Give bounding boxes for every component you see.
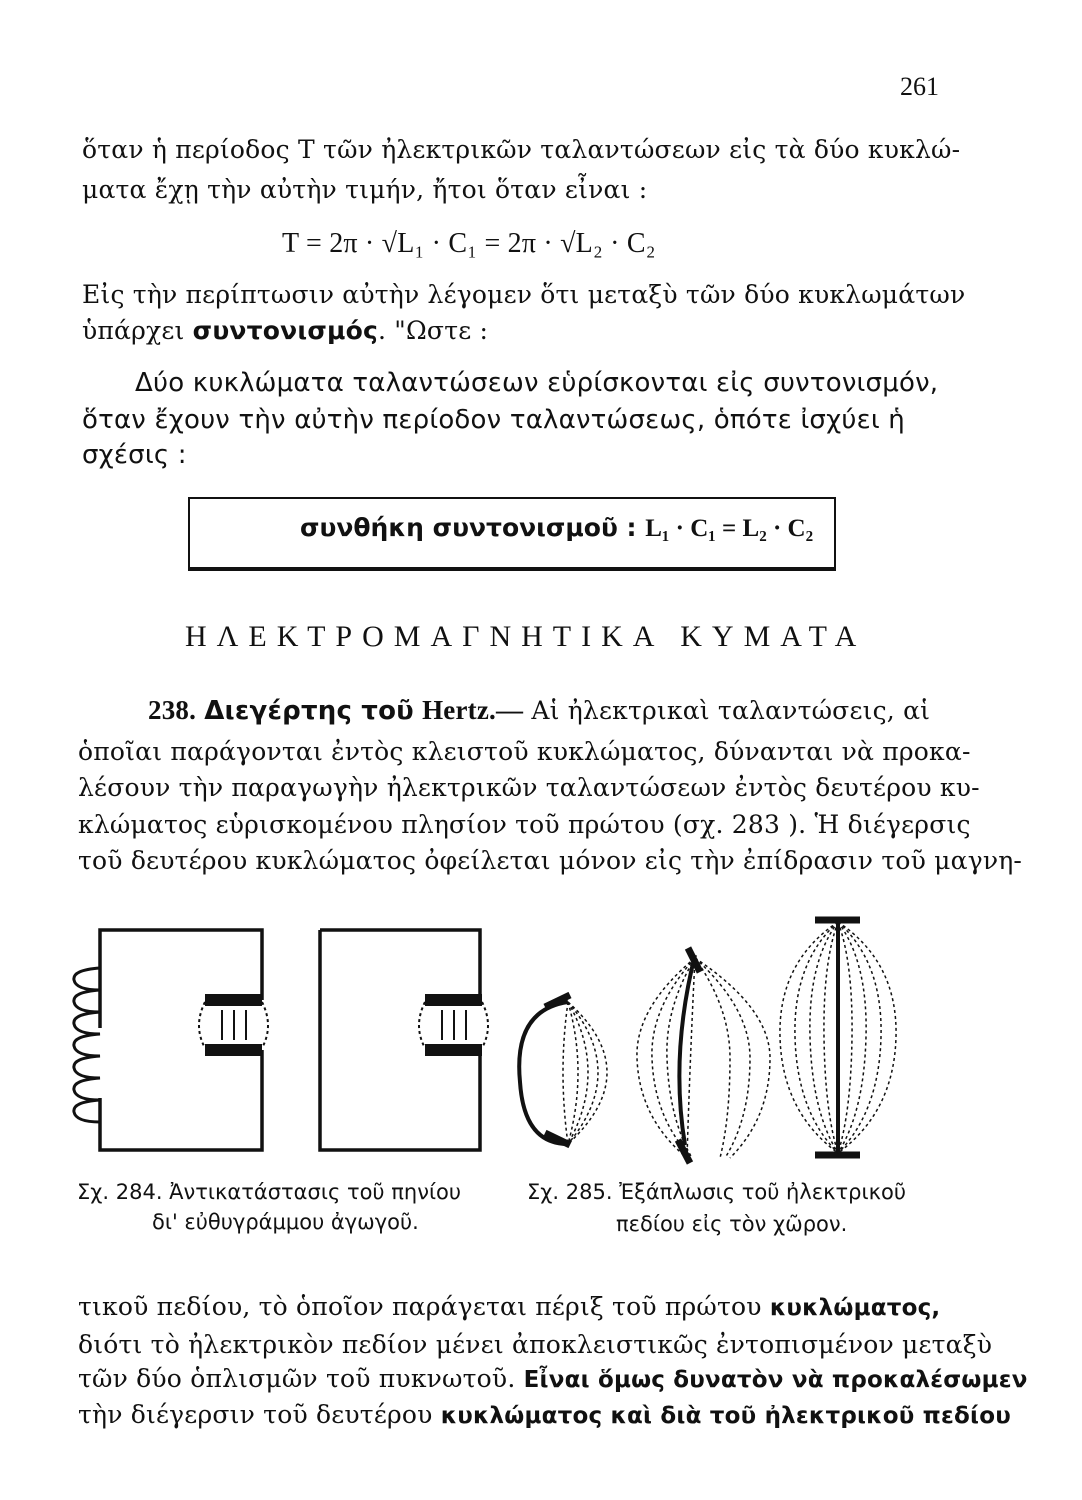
continuation-line-2: διότι τὸ ἠλεκτρικὸν πεδίον μένει ἀποκλειστικῶς ἐντοπισμένον μεταξὺ: [78, 1330, 993, 1359]
section-line-2: ὁποῖαι παράγονται ἐντὸς κλειστοῦ κυκλώματος, δύνανται νὰ προκα-: [78, 737, 971, 766]
figure-284-caption-1: Σχ. 284. Ἀντικατάστασις τοῦ πηνίου: [77, 1180, 462, 1204]
period-formula: Τ = 2π · √L₁ · C₁ = 2π · √L₂ · C₂: [282, 228, 656, 259]
intro-line-2: ματα ἔχῃ τὴν αὐτὴν τιμήν, ἤτοι ὅταν εἶναι :: [82, 175, 648, 204]
continuation-line-1: [78, 1292, 940, 1321]
section-line-3: λέσουν τὴν παραγωγὴν ἠλεκτρικῶν ταλαντώσεων ἐντὸς δευτέρου κυ-: [78, 773, 980, 802]
section-title-latin: Hertz.—: [422, 695, 524, 725]
field-diagram-medium: [637, 948, 770, 1163]
condition-equation: L₁ · C₁ = L₂ · C₂: [645, 515, 814, 542]
capacitor-left: [199, 1000, 268, 1050]
intro-after-line-1: Εἰς τὴν περίπτωσιν αὐτὴν λέγομεν ὅτι μεταξὺ τῶν δύο κυκλωμάτων: [82, 280, 966, 309]
intro-after-prefix: ὑπάρχει: [82, 316, 185, 345]
continuation-3-bold: Εἶναι ὅμως δυνατὸν νὰ προκαλέσωμεν: [523, 1367, 1028, 1393]
continuation-1-prefix: τικοῦ πεδίου, τὸ ὁποῖον παράγεται πέριξ τοῦ πρώτου: [78, 1292, 762, 1321]
figure-284-caption-2: δι' εὐθυγράμμου ἀγωγοῦ.: [152, 1210, 419, 1234]
page-number: 261: [900, 72, 939, 101]
section-number: 238.: [148, 695, 197, 725]
intro-text-1: ὅταν ἡ περίοδος Τ τῶν ἠλεκτρικῶν ταλαντώσεων εἰς τὰ δύο κυκλώ-: [82, 135, 961, 164]
field-diagram-small: [519, 995, 607, 1145]
section-title-greek: Διεγέρτης τοῦ: [204, 696, 414, 726]
continuation-line-4: [78, 1400, 1011, 1429]
section-heading: ΗΛΕΚΤΡΟΜΑΓΝΗΤΙΚΑ ΚΥΜΑΤΑ: [185, 620, 867, 653]
continuation-4-prefix: τὴν διέγερσιν τοῦ δευτέρου: [78, 1400, 433, 1429]
figure-285-caption-1: Σχ. 285. Ἐξάπλωσις τοῦ ἠλεκτρικοῦ: [527, 1180, 906, 1204]
intro-after-suffix: . "Ωστε :: [378, 316, 489, 345]
continuation-line-3: [78, 1364, 1028, 1393]
coil-icon: [74, 968, 100, 1122]
definition-line-3: σχέσις :: [82, 440, 187, 470]
resonance-term: συντονισμός: [192, 316, 379, 345]
figure-285-caption-2: πεδίου εἰς τὸν χῶρον.: [616, 1212, 848, 1236]
field-diagram-large: [780, 920, 896, 1155]
capacitor-right: [419, 1000, 488, 1050]
section-line-5: τοῦ δευτέρου κυκλώματος ὀφείλεται μόνον εἰς τὴν ἐπίδρασιν τοῦ μαγνη-: [78, 846, 1023, 875]
continuation-1-bold: κυκλώματος,: [769, 1295, 941, 1321]
straight-circuit: [320, 930, 480, 1150]
section-line-4: κλώματος εὑρισκομένου πλησίον τοῦ πρώτου (σχ. 283 ). Ἡ διέγερσις: [78, 810, 971, 839]
condition-label: συνθήκη συντονισμοῦ :: [300, 513, 637, 542]
continuation-4-bold: κυκλώματος καὶ διὰ τοῦ ἠλεκτρικοῦ πεδίου: [440, 1403, 1011, 1429]
definition-line-2: ὅταν ἔχουν τὴν αὐτὴν περίοδον ταλαντώσεως, ὁπότε ἰσχύει ἡ: [82, 405, 905, 435]
continuation-3-prefix: τῶν δύο ὁπλισμῶν τοῦ πυκνωτοῦ.: [78, 1364, 516, 1393]
definition-line-1: Δύο κυκλώματα ταλαντώσεων εὑρίσκονται εἰς συντονισμόν,: [135, 368, 939, 398]
section-first-line-rest: Αἱ ἠλεκτρικαὶ ταλαντώσεις, αἱ: [531, 696, 931, 725]
